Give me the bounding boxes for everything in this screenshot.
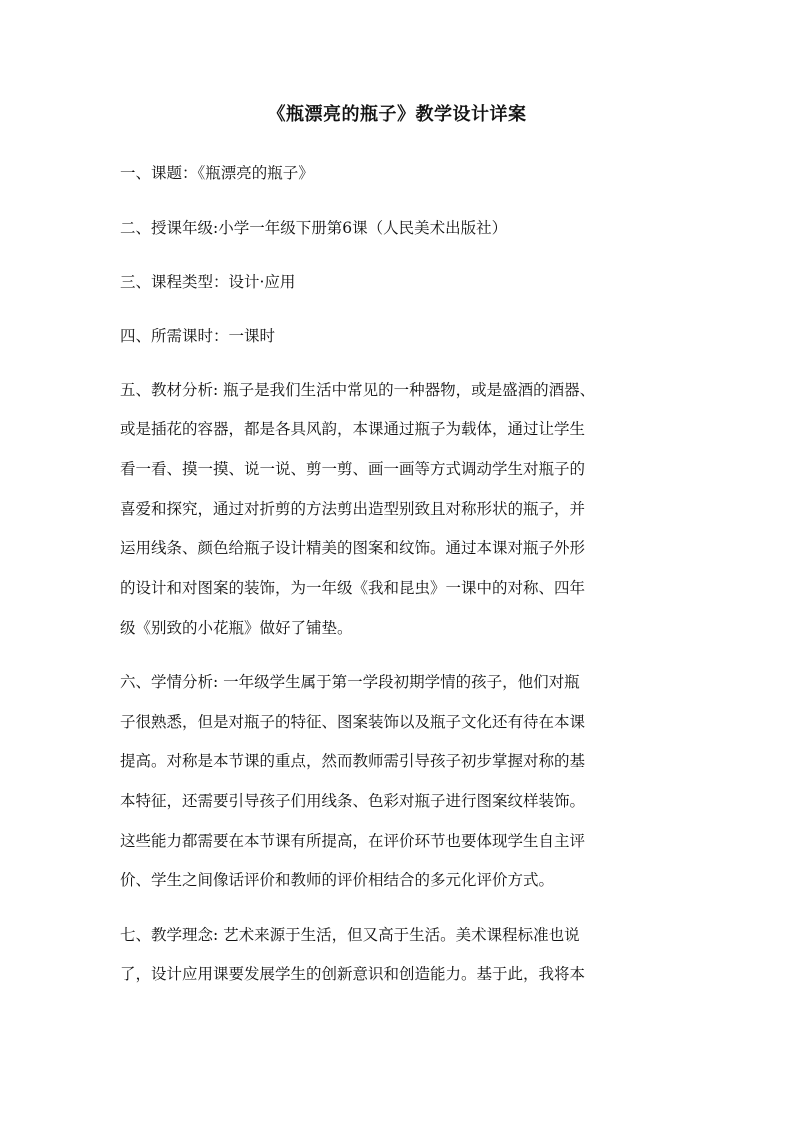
paragraph-learner-analysis-line: 这些能力都需要在本节课有所提高，在评价环节也要体现学生自主评 bbox=[120, 832, 586, 850]
item-topic: 一、课题：《瓶漂亮的瓶子》 bbox=[120, 164, 314, 182]
paragraph-textbook-analysis-line: 五、教材分析: 瓶子是我们生活中常见的一种器物，或是盛酒的酒器、 bbox=[120, 381, 596, 399]
paragraph-textbook-analysis-line: 的设计和对图案的装饰，为一年级《我和昆虫》一课中的对称、四年 bbox=[120, 579, 586, 597]
paragraph-learner-analysis-line: 子很熟悉，但是对瓶子的特征、图案装饰以及瓶子文化还有待在本课 bbox=[120, 713, 586, 731]
paragraph-learner-analysis-line: 提高。对称是本节课的重点，然而教师需引导孩子初步掌握对称的基 bbox=[120, 752, 586, 770]
paragraph-textbook-analysis-line: 或是插花的容器，都是各具风韵，本课通过瓶子为载体，通过让学生 bbox=[120, 420, 586, 438]
paragraph-textbook-analysis-line: 运用线条、颜色给瓶子设计精美的图案和纹饰。通过本课对瓶子外形 bbox=[120, 539, 586, 557]
paragraph-teaching-concept-line: 七、教学理念: 艺术来源于生活，但又高于生活。美术课程标准也说 bbox=[120, 926, 580, 944]
paragraph-teaching-concept-line: 了，设计应用课要发展学生的创新意识和创造能力。基于此，我将本 bbox=[120, 965, 586, 983]
paragraph-learner-analysis-line: 本特征，还需要引导孩子们用线条、色彩对瓶子进行图案纹样装饰。 bbox=[120, 792, 586, 810]
item-class-hours: 四、所需课时：一课时 bbox=[120, 327, 276, 345]
document-title: 《瓶漂亮的瓶子》教学设计详案 bbox=[267, 104, 527, 125]
paragraph-learner-analysis-line: 六、学情分析: 一年级学生属于第一学段初期学情的孩子，他们对瓶 bbox=[120, 673, 580, 691]
paragraph-textbook-analysis-line: 级《别致的小花瓶》做好了铺垫。 bbox=[120, 619, 353, 637]
paragraph-textbook-analysis-line: 喜爱和探究，通过对折剪的方法剪出造型别致且对称形状的瓶子，并 bbox=[120, 500, 586, 518]
paragraph-learner-analysis-line: 价、学生之间像话评价和教师的评价相结合的多元化评价方式。 bbox=[120, 871, 555, 889]
item-course-type: 三、课程类型：设计·应用 bbox=[120, 273, 296, 291]
paragraph-textbook-analysis-line: 看一看、摸一摸、说一说、剪一剪、画一画等方式调动学生对瓶子的 bbox=[120, 460, 586, 478]
item-grade: 二、授课年级:小学一年级下册第6课（人民美术出版社） bbox=[120, 219, 508, 237]
